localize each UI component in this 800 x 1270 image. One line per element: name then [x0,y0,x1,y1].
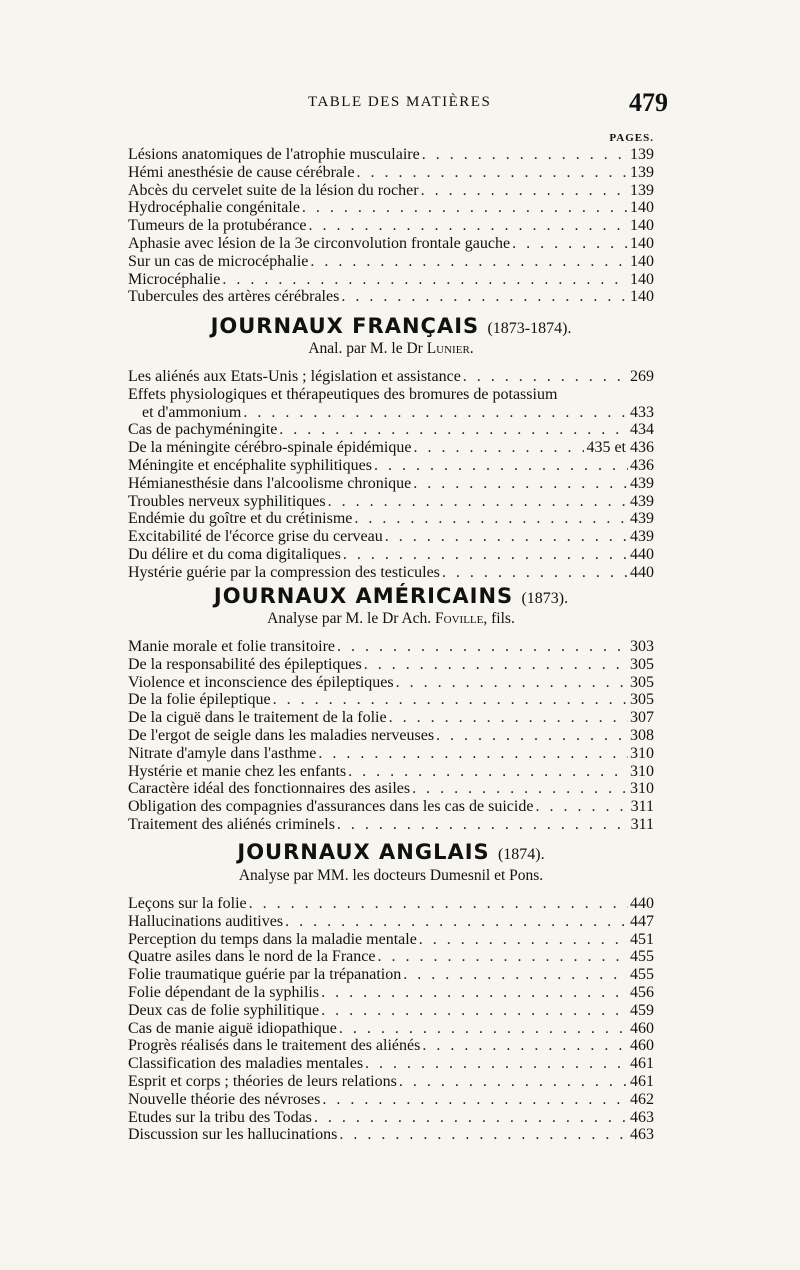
entry-list-american [128,638,654,834]
author-name: Lunier. [426,340,474,357]
entry-page: 303 [630,638,654,655]
entry-title: De la méningite cérébro-spinale épidémique [128,439,412,457]
entry-title: Perception du temps dans la maladie mentale [128,930,417,948]
entry-title: Aphasie avec lésion de la 3e circonvolution frontale gauche [128,234,511,252]
section-title-text: JOURNAUX AMÉRICAINS [213,584,514,608]
entry-page: 439 [630,474,654,492]
toc-entry [128,638,654,656]
toc-entry [128,386,654,404]
toc-entry [128,271,654,289]
entry-page: 305 [630,655,654,673]
section-subtitle [128,610,654,628]
entry-page: 305 [630,691,654,709]
entry-title: De l'ergot de seigle dans les maladies nerveuses [128,726,435,744]
entry-title: Hémianesthésie dans l'alcoolisme chronique [128,474,412,492]
entry-page: 461 [630,1055,654,1073]
section-title-text: JOURNAUX ANGLAIS [237,840,490,864]
entry-title: Hallucinations auditives [128,912,284,930]
toc-entry [128,421,654,439]
toc-entry [128,288,654,306]
entry-page: 140 [630,252,654,270]
entry-page: 140 [630,199,654,217]
entry-title: Troubles nerveux syphilitiques [128,492,326,510]
toc-entry [128,1126,654,1144]
entry-title: Nouvelle théorie des névroses [128,1090,321,1108]
section-title-text: JOURNAUX FRANÇAIS [210,314,480,338]
entry-page: 311 [630,815,654,833]
entry-title: De la folie épileptique [128,691,271,709]
entry-title: Hystérie guérie par la compression des testicules [128,563,440,581]
entry-page: 434 [630,421,654,439]
entry-title: Hémi anesthésie de cause cérébrale [128,163,355,181]
entry-title: Traitement des aliénés criminels [128,815,335,833]
entry-title: Esprit et corps ; théories de leurs relations [128,1072,397,1090]
toc-entry [128,475,654,493]
toc-entry [128,745,654,763]
toc-entry [128,457,654,475]
entry-page: 433 [630,403,654,421]
subtitle-prefix: Analyse par M. le Dr Ach. [267,610,432,627]
entry-page: 455 [630,966,654,984]
pages-column-label: PAGES. [609,132,654,144]
entry-page: 140 [630,234,654,252]
entry-title: Etudes sur la tribu des Todas [128,1108,312,1126]
toc-entry [128,1002,654,1020]
section-subtitle: Analyse par MM. les docteurs Dumesnil et Pons. [238,867,544,884]
entry-title: Effets physiologiques et thérapeutiques des bromures de potassium [128,385,558,403]
entry-title: Sur un cas de microcéphalie [128,252,309,270]
toc-entry [128,895,654,913]
entry-title: Cas de manie aiguë idiopathique [128,1019,337,1037]
toc-entry [128,727,654,745]
entry-page: 439 [630,528,654,546]
toc-entry [128,1020,654,1038]
entry-title: Tumeurs de la protubérance [128,217,307,235]
toc-entry [128,984,654,1002]
section-years: (1873). [521,590,569,607]
section-title-english-journals [128,840,654,864]
toc-entry [128,493,654,511]
entry-page: 440 [630,563,654,581]
toc-entry [128,253,654,271]
entry-page: 308 [630,726,654,744]
entry-title: Manie morale et folie transitoire [128,638,336,655]
section-years: (1873-1874). [487,320,572,337]
toc-entry [128,948,654,966]
toc-entry [128,564,654,582]
entry-title: Abcès du cervelet suite de la lésion du rocher [128,181,419,199]
toc-entry [128,709,654,727]
entry-page: 461 [630,1072,654,1090]
entry-page: 463 [630,1108,654,1126]
entry-title: Progrès réalisés dans le traitement des aliénés [128,1037,421,1055]
entry-title: Caractère idéal des fonctionnaires des asiles [128,780,411,798]
entry-page: 440 [630,545,654,563]
toc-entry [128,780,654,798]
entry-title: Lésions anatomiques de l'atrophie musculaire [128,146,420,163]
toc-entry [128,691,654,709]
entry-page: 460 [630,1037,654,1055]
entry-title: De la ciguë dans le traitement de la folie [128,709,387,727]
entry-title: Deux cas de folie syphilitique [128,1001,320,1019]
toc-entry [128,217,654,235]
toc-entry [128,546,654,564]
toc-entry [128,656,654,674]
entry-title: Folie traumatique guérie par la trépanation [128,966,402,984]
entry-title: et d'ammonium [142,403,242,421]
entry-page: 140 [630,270,654,288]
author-name: Foville, [435,610,488,627]
toc-entry [128,182,654,200]
entry-title: Obligation des compagnies d'assurances dans les cas de suicide [128,798,534,816]
toc-entry [128,510,654,528]
entry-page: 439 [630,492,654,510]
entry-title: Endémie du goître et du crétinisme [128,510,353,528]
toc-entry [128,146,654,164]
entry-page: 139 [630,163,654,181]
running-title: TABLE DES MATIÈRES [308,94,492,110]
entry-list-english [128,895,654,1144]
toc-entry [128,235,654,253]
entry-title: Nitrate d'amyle dans l'asthme [128,744,317,762]
entry-page: 460 [630,1019,654,1037]
subtitle-suffix: fils. [491,610,515,627]
entry-title: Microcéphalie [128,270,221,288]
entry-page: 310 [630,744,654,762]
toc-entry [128,1109,654,1127]
entry-page: 305 [630,673,654,691]
entry-title: Quatre asiles dans le nord de la France [128,948,376,966]
entry-page: 447 [630,912,654,930]
entry-page: 435 et 436 [586,439,654,457]
toc-entry [128,674,654,692]
entry-title: Les aliénés aux Etats-Unis ; législation et assistance [128,368,461,385]
entry-list-continued [128,146,654,306]
toc-entry [128,528,654,546]
toc-entry [128,164,654,182]
subtitle-prefix: Anal. par M. le Dr [308,340,423,357]
toc-entry [128,763,654,781]
entry-title: Folie dépendant de la syphilis [128,983,320,1001]
entry-page: 311 [630,798,654,816]
entry-title: De la responsabilité des épileptiques [128,655,362,673]
entry-page: 459 [630,1001,654,1019]
entry-list-french [128,368,654,582]
entry-page: 140 [630,217,654,235]
entry-title: Classification des maladies mentales [128,1055,364,1073]
section-subtitle [128,340,654,358]
entry-page: 456 [630,983,654,1001]
entry-page: 307 [630,709,654,727]
entry-title: Cas de pachyméningite [128,421,278,439]
entry-title: Hydrocéphalie congénitale [128,199,300,217]
entry-page: 140 [630,288,654,306]
entry-page: 440 [630,895,654,912]
section-title-american-journals [128,584,654,608]
section-title-french-journals [128,314,654,338]
section-years: (1874). [497,846,545,863]
entry-page: 436 [630,456,654,474]
entry-title: Hystérie et manie chez les enfants [128,762,347,780]
entry-page: 310 [630,762,654,780]
toc-entry [128,439,654,457]
page-number: 479 [629,88,668,117]
entry-title: Excitabilité de l'écorce grise du cerveau [128,528,383,546]
entry-page: 463 [630,1126,654,1144]
entry-title: Du délire et du coma digitaliques [128,545,341,563]
toc-entry [128,931,654,949]
entry-title: Violence et inconscience des épileptiques [128,673,394,691]
entry-title: Discussion sur les hallucinations [128,1126,338,1144]
toc-entry [128,913,654,931]
running-header [128,88,668,122]
toc-entry [128,1073,654,1091]
entry-title: Méningite et encéphalite syphilitiques [128,456,372,474]
entry-page: 439 [630,510,654,528]
entry-page: 139 [630,146,654,163]
toc-entry [128,368,654,386]
toc-entry [128,1037,654,1055]
entry-page: 139 [630,181,654,199]
toc-entry [128,1055,654,1073]
entry-title: Leçons sur la folie [128,895,247,912]
entry-page: 455 [630,948,654,966]
toc-entry [128,966,654,984]
toc-entry [128,199,654,217]
toc-entry [128,404,654,422]
entry-page: 269 [630,368,654,385]
entry-title: Tubercules des artères cérébrales [128,288,340,306]
toc-entry [128,798,654,816]
toc-entry [128,816,654,834]
entry-page: 310 [630,780,654,798]
entry-page: 462 [630,1090,654,1108]
entry-page: 451 [630,930,654,948]
toc-entry [128,1091,654,1109]
